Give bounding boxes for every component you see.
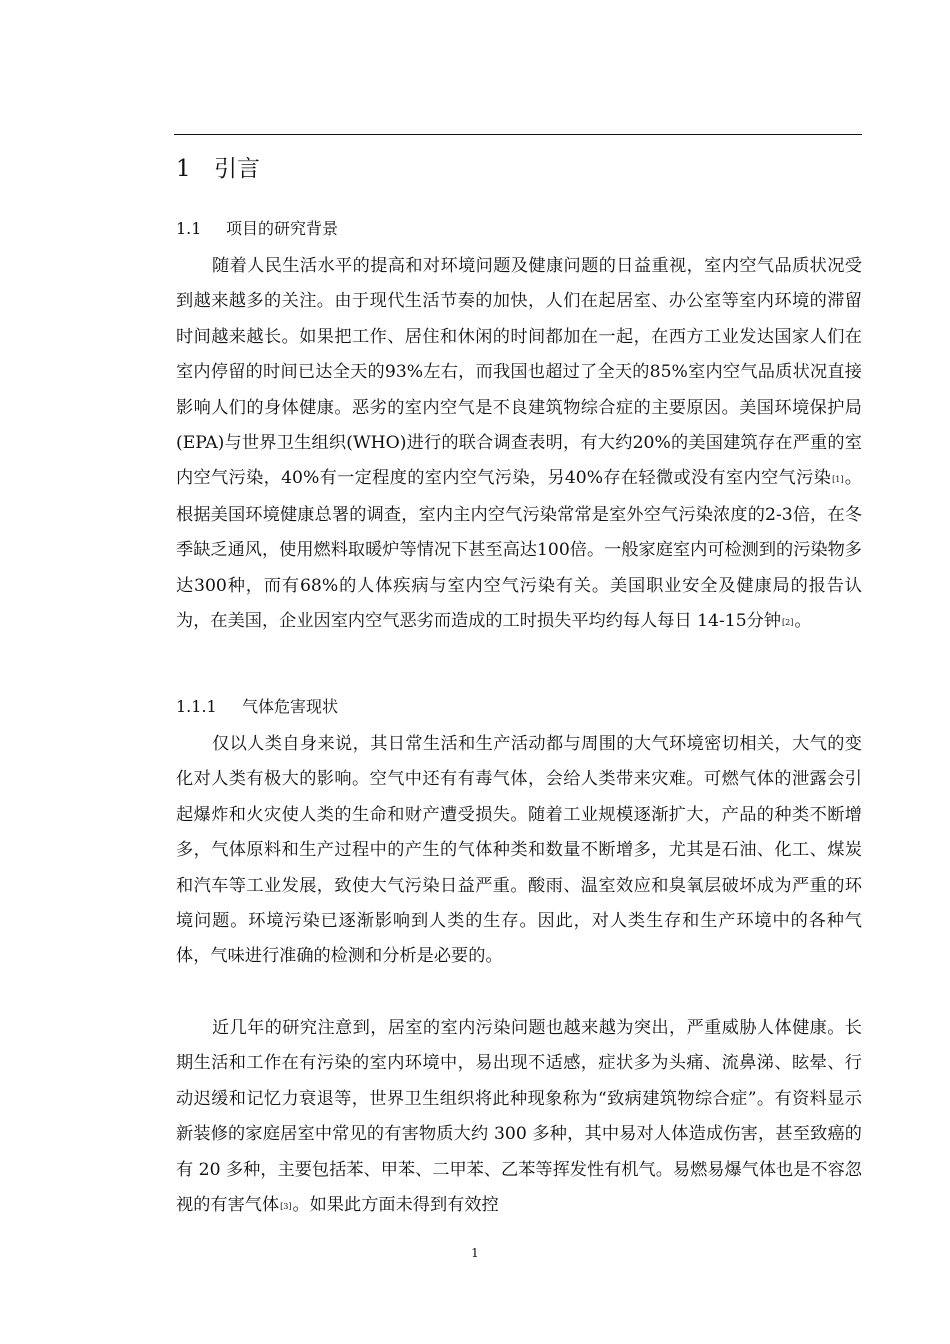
chapter-number: 1 [176, 156, 191, 182]
chapter-title-text: 引言 [214, 156, 260, 182]
section-title: 项目的研究背景 [226, 219, 339, 238]
paragraph-text: 近几年的研究注意到，居室的室内污染问题也越来越为突出，严重威胁人体健康。长期生活和工作在有污染的室内环境中，易出现不适感，症状多为头痛、流鼻涕、眩晕、行动迟缓和记忆力衰退等，世界卫生组织将此种现象称为“致病建筑物综合症”。有资料显示新装修的家庭居室中常见的有害物质大约 300 多种，其中易对人体造成伤害，甚至致癌的有 20 多种，主要包括苯、甲苯、二甲苯、乙苯等挥发性有机气。易燃易爆气体也是不容忽视的有害气体 [176, 1018, 862, 1216]
section-number: 1.1 [176, 219, 202, 238]
page-number: 1 [471, 1246, 479, 1260]
subsection-heading [176, 697, 338, 717]
citation-ref: [2] [782, 618, 794, 628]
citation-ref: [1] [832, 475, 844, 485]
subsection-number: 1.1.1 [176, 697, 217, 716]
subsection-title: 气体危害现状 [242, 697, 339, 716]
paragraph-text: 。 [794, 611, 812, 632]
subsection-paragraph-2 [176, 1011, 862, 1224]
paragraph-text: 。根据美国环境健康总署的调查，室内主内空气污染常常是室外空气污染浓度的2-3倍，在冬季缺乏通风，使用燃料取暖炉等情况下甚至高达100倍。一般家庭室内可检测到的污染物多达300种，而有68%的人体疾病与室内空气污染有关。美国职业安全及健康局的报告认为，在美国，企业因室内空气恶劣而造成的工时损失平均约每人每日 14-15分钟 [176, 468, 862, 632]
subsection-paragraph-1 [176, 727, 862, 975]
section-paragraph [176, 249, 862, 640]
header-rule [174, 134, 862, 135]
paragraph-text: 仅以人类自身来说，其日常生活和生产活动都与周围的大气环境密切相关，大气的变化对人类有极大的影响。空气中还有有毒气体，会给人类带来灾难。可燃气体的泄露会引起爆炸和火灾使人类的生命和财产遭受损失。随着工业规模逐渐扩大，产品的种类不断增多，气体原料和生产过程中的产生的气体种类和数量不断增多，尤其是石油、化工、煤炭和汽车等工业发展，致使大气污染日益严重。酸雨、温室效应和臭氧层破坏成为严重的环境问题。环境污染已逐渐影响到人类的生存。因此，对人类生存和生产环境中的各种气体，气味进行准确的检测和分析是必要的。 [176, 734, 862, 967]
section-heading [176, 219, 338, 239]
chapter-title [176, 154, 260, 184]
citation-ref: [3] [280, 1202, 292, 1212]
paragraph-text: 。如果此方面未得到有效控 [292, 1195, 499, 1216]
paragraph-text: 随着人民生活水平的提高和对环境问题及健康问题的日益重视，室内空气品质状况受到越来越多的关注。由于现代生活节奏的加快，人们在起居室、办公室等室内环境的滞留时间越来越长。如果把工作、居住和休闲的时间都加在一起，在西方工业发达国家人们在室内停留的时间已达全天的93%左右，而我国也超过了全天的85%室内空气品质状况直接影响人们的身体健康。恶劣的室内空气是不良建筑物综合症的主要原因。美国环境保护局(EPA)与世界卫生组织(WHO)进行的联合调查表明，有大约20%的美国建筑存在严重的室内空气污染，40%有一定程度的室内空气污染，另40%存在轻微或没有室内空气污染 [176, 256, 862, 489]
